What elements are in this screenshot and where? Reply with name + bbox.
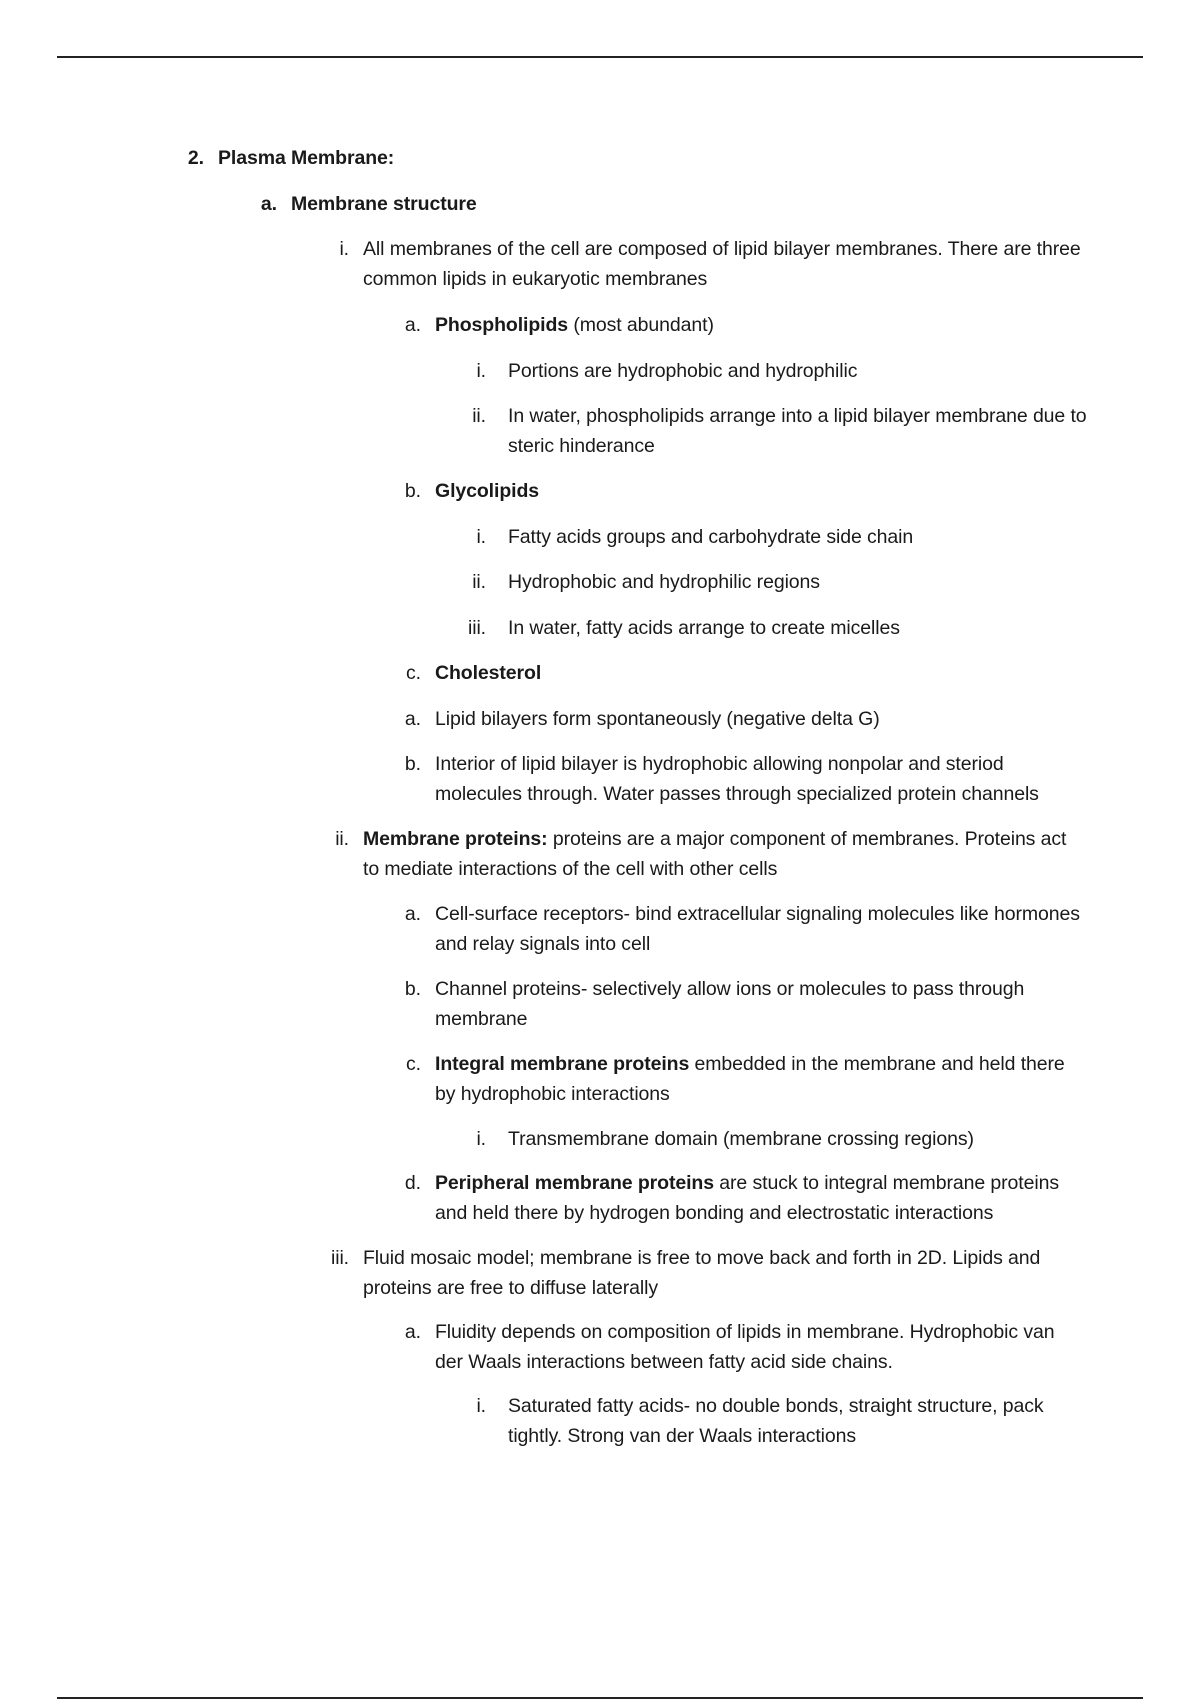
term: Peripheral membrane proteins <box>435 1172 714 1194</box>
list-marker: a. <box>404 314 421 336</box>
list-text: proteins are a major component of membranes. Proteins act to mediate interactions of the cell with other cells <box>363 828 1067 880</box>
list-text: Portions are hydrophobic and hydrophilic <box>508 360 858 382</box>
list-item <box>335 824 1083 884</box>
section-heading <box>187 143 1118 173</box>
list-item <box>404 899 1085 959</box>
term: Glycolipids <box>435 480 540 502</box>
list-item <box>476 356 1088 386</box>
list-text: In water, phospholipids arrange into a lipid bilayer membrane due to steric hinderance <box>508 405 1087 457</box>
list-text: All membranes of the cell are composed of lipid bilayer membranes. There are three common lipids in eukaryotic membranes <box>363 238 1081 290</box>
list-item <box>476 522 1088 552</box>
term: Membrane proteins: <box>363 828 548 850</box>
list-text: embedded in the membrane and held there by hydrophobic interactions <box>435 1053 1065 1105</box>
list-item <box>472 567 1088 597</box>
list-text: Interior of lipid bilayer is hydrophobic allowing nonpolar and steriod molecules through. Water passes through specialized protein channels <box>435 753 1039 805</box>
list-marker: b. <box>404 978 421 1000</box>
list-text: Cell-surface receptors- bind extracellular signaling molecules like hormones and relay signals into cell <box>435 903 1080 955</box>
term: Cholesterol <box>435 662 542 684</box>
list-item <box>404 704 1085 734</box>
list-marker: i. <box>476 360 486 382</box>
list-item <box>476 1124 1088 1154</box>
list-text: Fatty acids groups and carbohydrate side chain <box>508 526 914 548</box>
subsection-title: Membrane structure <box>291 193 477 215</box>
list-text: Saturated fatty acids- no double bonds, straight structure, pack tightly. Strong van der Waals interactions <box>508 1395 1044 1447</box>
list-item <box>404 749 1085 809</box>
list-marker: a. <box>404 1321 421 1343</box>
list-text: are stuck to integral membrane proteins and held there by hydrogen bonding and electrostatic interactions <box>435 1172 1059 1224</box>
list-marker: d. <box>404 1172 421 1194</box>
list-text: Transmembrane domain (membrane crossing regions) <box>508 1128 974 1150</box>
section-title: Plasma Membrane: <box>218 147 395 169</box>
subsection-marker: a. <box>260 193 277 215</box>
list-item <box>472 401 1088 461</box>
list-marker: i. <box>476 1128 486 1150</box>
list-marker: c. <box>406 662 421 684</box>
list-item <box>339 234 1083 294</box>
term: Integral membrane proteins <box>435 1053 690 1075</box>
list-item <box>404 1168 1085 1228</box>
list-marker: ii. <box>472 571 486 593</box>
list-marker: i. <box>476 1395 486 1417</box>
list-marker: iii. <box>467 617 486 639</box>
list-item <box>476 1391 1088 1451</box>
list-marker: i. <box>339 238 349 260</box>
list-text: Fluidity depends on composition of lipids in membrane. Hydrophobic van der Waals interactions between fatty acid side chains. <box>435 1321 1055 1373</box>
list-item <box>467 613 1088 643</box>
header-rule <box>57 56 1143 58</box>
footer-rule <box>57 1697 1143 1699</box>
list-item <box>330 1243 1083 1303</box>
subsection-heading <box>260 189 1111 219</box>
list-marker: b. <box>404 753 421 775</box>
list-marker: a. <box>404 903 421 925</box>
list-marker: i. <box>476 526 486 548</box>
list-marker: a. <box>404 708 421 730</box>
list-text: Fluid mosaic model; membrane is free to move back and forth in 2D. Lipids and proteins are free to diffuse laterally <box>363 1247 1041 1299</box>
list-text: Channel proteins- selectively allow ions or molecules to pass through membrane <box>435 978 1025 1030</box>
list-item <box>404 1317 1085 1377</box>
list-text: Hydrophobic and hydrophilic regions <box>508 571 820 593</box>
list-item <box>404 974 1085 1034</box>
list-marker: ii. <box>335 828 349 850</box>
term: Phospholipids <box>435 314 569 336</box>
list-text: (most abundant) <box>568 314 714 336</box>
list-text: In water, fatty acids arrange to create micelles <box>508 617 900 639</box>
list-marker: iii. <box>330 1247 349 1269</box>
section-number: 2. <box>187 147 204 169</box>
list-item <box>404 310 1085 340</box>
list-text: Lipid bilayers form spontaneously (negative delta G) <box>435 708 880 730</box>
list-marker: b. <box>404 480 421 502</box>
list-item <box>406 1049 1085 1109</box>
list-item <box>406 658 1085 688</box>
list-marker: c. <box>406 1053 421 1075</box>
list-marker: ii. <box>472 405 486 427</box>
list-item <box>404 476 1085 506</box>
